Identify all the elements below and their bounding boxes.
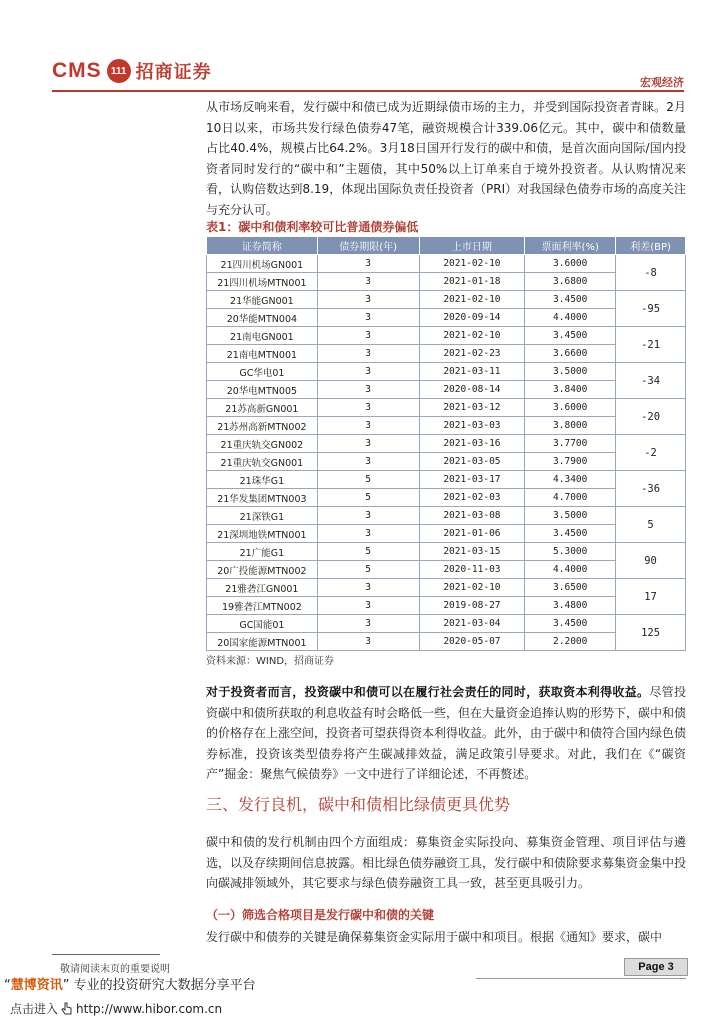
table-header-row bbox=[207, 237, 686, 255]
table-body bbox=[207, 255, 686, 651]
cell-listing-date: 2020-08-14 bbox=[419, 381, 525, 399]
company-logo bbox=[52, 58, 212, 84]
cell-coupon-rate: 3.4500 bbox=[525, 291, 616, 309]
table-row bbox=[207, 327, 686, 345]
logo-mark-icon: 111 bbox=[107, 59, 131, 83]
cell-spread: -8 bbox=[616, 255, 686, 291]
cell-bond-name: 21雅砻江GN001 bbox=[207, 579, 318, 597]
cell-listing-date: 2021-03-11 bbox=[419, 363, 525, 381]
cell-listing-date: 2020-11-03 bbox=[419, 561, 525, 579]
cell-listing-date: 2021-01-18 bbox=[419, 273, 525, 291]
watermark-prefix: 点击进入 bbox=[10, 1002, 59, 1016]
cell-spread: 125 bbox=[616, 615, 686, 651]
cell-coupon-rate: 4.3400 bbox=[525, 471, 616, 489]
cell-listing-date: 2021-03-05 bbox=[419, 453, 525, 471]
cell-coupon-rate: 2.2000 bbox=[525, 633, 616, 651]
cell-term: 3 bbox=[317, 417, 419, 435]
table-title: 表1：碳中和债利率较可比普通债券偏低 bbox=[206, 220, 419, 234]
cell-coupon-rate: 4.4000 bbox=[525, 309, 616, 327]
cell-listing-date: 2021-02-03 bbox=[419, 489, 525, 507]
table-row bbox=[207, 579, 686, 597]
logo-latin-text: CMS bbox=[52, 59, 102, 82]
cell-spread: -36 bbox=[616, 471, 686, 507]
watermark-line-1 bbox=[4, 974, 256, 993]
cell-bond-name: 20广投能源MTN002 bbox=[207, 561, 318, 579]
cell-term: 3 bbox=[317, 435, 419, 453]
cell-coupon-rate: 3.6000 bbox=[525, 399, 616, 417]
cell-bond-name: 21四川机场GN001 bbox=[207, 255, 318, 273]
cell-bond-name: 20国家能源MTN001 bbox=[207, 633, 318, 651]
cell-bond-name: 21华发集团MTN003 bbox=[207, 489, 318, 507]
header-spread: 利差(BP) bbox=[616, 237, 686, 255]
cell-term: 3 bbox=[317, 615, 419, 633]
cell-listing-date: 2021-02-10 bbox=[419, 291, 525, 309]
cell-bond-name: 20华电MTN005 bbox=[207, 381, 318, 399]
table-source: 资料来源：WIND，招商证券 bbox=[206, 656, 335, 667]
cell-listing-date: 2021-03-03 bbox=[419, 417, 525, 435]
investor-paragraph-body: 尽管投资碳中和债所获取的利息收益有时会略低一些，但在大量资金追捧认购的形势下，碳中和债的价格存在上涨空间，投资者可望获得资本利得收益。此外，由于碳中和债符合国内绿色债券标准，投资该类型债券将产生碳减排效益，满足政策引导要求。对此，我们在《“碳资产”掘金：聚焦气候债券》一文中进行了详细论述，不再赘述。 bbox=[206, 685, 687, 781]
cell-bond-name: 21深圳地铁MTN001 bbox=[207, 525, 318, 543]
table-row bbox=[207, 363, 686, 381]
header-bond-name: 证券简称 bbox=[207, 237, 318, 255]
table-row bbox=[207, 453, 686, 471]
table-row bbox=[207, 435, 686, 453]
section-label: 宏观经济 bbox=[640, 76, 684, 89]
watermark-quote-open: “ bbox=[4, 978, 11, 993]
cell-listing-date: 2021-03-12 bbox=[419, 399, 525, 417]
table-row bbox=[207, 417, 686, 435]
cell-term: 3 bbox=[317, 255, 419, 273]
cell-term: 3 bbox=[317, 309, 419, 327]
cell-coupon-rate: 3.8000 bbox=[525, 417, 616, 435]
cell-term: 3 bbox=[317, 399, 419, 417]
cell-coupon-rate: 3.5000 bbox=[525, 507, 616, 525]
cell-term: 3 bbox=[317, 633, 419, 651]
header-term: 债券期限(年) bbox=[317, 237, 419, 255]
cell-coupon-rate: 3.7700 bbox=[525, 435, 616, 453]
cell-spread: 90 bbox=[616, 543, 686, 579]
cell-coupon-rate: 3.7900 bbox=[525, 453, 616, 471]
table-row bbox=[207, 291, 686, 309]
header-coupon-rate: 票面利率(%) bbox=[525, 237, 616, 255]
cell-term: 5 bbox=[317, 489, 419, 507]
key-paragraph: 发行碳中和债券的关键是确保募集资金实际用于碳中和项目。根据《通知》要求，碳中 bbox=[206, 930, 663, 944]
cell-term: 3 bbox=[317, 579, 419, 597]
table-row bbox=[207, 381, 686, 399]
cell-listing-date: 2021-03-08 bbox=[419, 507, 525, 525]
bond-comparison-table bbox=[206, 236, 686, 651]
investor-paragraph bbox=[206, 682, 686, 785]
cell-bond-name: 19雅砻江MTN002 bbox=[207, 597, 318, 615]
table-row bbox=[207, 273, 686, 291]
mechanism-paragraph: 碳中和债的发行机制由四个方面组成：募集资金实际投向、募集资金管理、项目评估与遴选，以及存续期间信息披露。相比绿色债券融资工具，发行碳中和债除要求募集资金集中投向碳减排领域外，其它要求与绿色债券融资工具一致，甚至更具吸引力。 bbox=[206, 835, 687, 890]
cell-bond-name: 21重庆轨交GN002 bbox=[207, 435, 318, 453]
cell-term: 3 bbox=[317, 327, 419, 345]
cell-spread: -34 bbox=[616, 363, 686, 399]
page-bar bbox=[476, 978, 686, 979]
cell-listing-date: 2019-08-27 bbox=[419, 597, 525, 615]
cell-term: 3 bbox=[317, 291, 419, 309]
cell-bond-name: 21广能G1 bbox=[207, 543, 318, 561]
cell-bond-name: 21四川机场MTN001 bbox=[207, 273, 318, 291]
disclaimer-note: 敬请阅读末页的重要说明 bbox=[60, 964, 170, 975]
cell-bond-name: 21苏高新GN001 bbox=[207, 399, 318, 417]
cell-term: 5 bbox=[317, 561, 419, 579]
watermark-brand: 慧博资讯 bbox=[10, 978, 63, 993]
table-row bbox=[207, 399, 686, 417]
cell-listing-date: 2021-01-06 bbox=[419, 525, 525, 543]
cell-spread: -20 bbox=[616, 399, 686, 435]
cell-term: 3 bbox=[317, 453, 419, 471]
cell-coupon-rate: 3.6500 bbox=[525, 579, 616, 597]
table-row bbox=[207, 525, 686, 543]
cell-bond-name: 21华能GN001 bbox=[207, 291, 318, 309]
table-row bbox=[207, 255, 686, 273]
table-row bbox=[207, 543, 686, 561]
pointer-hand-icon bbox=[61, 1002, 73, 1016]
cell-spread: 17 bbox=[616, 579, 686, 615]
cell-bond-name: GC华电01 bbox=[207, 363, 318, 381]
cell-term: 3 bbox=[317, 597, 419, 615]
cell-bond-name: 21南电GN001 bbox=[207, 327, 318, 345]
cell-coupon-rate: 3.5000 bbox=[525, 363, 616, 381]
cell-listing-date: 2021-02-10 bbox=[419, 255, 525, 273]
cell-term: 3 bbox=[317, 525, 419, 543]
watermark-tagline: ” 专业的投资研究大数据分享平台 bbox=[62, 978, 256, 993]
cell-coupon-rate: 3.6800 bbox=[525, 273, 616, 291]
cell-term: 3 bbox=[317, 507, 419, 525]
cell-listing-date: 2021-03-16 bbox=[419, 435, 525, 453]
logo-chinese-text: 招商证券 bbox=[135, 62, 212, 83]
cell-listing-date: 2021-03-04 bbox=[419, 615, 525, 633]
table-row bbox=[207, 633, 686, 651]
cell-spread: -21 bbox=[616, 327, 686, 363]
cell-coupon-rate: 3.4500 bbox=[525, 525, 616, 543]
cell-coupon-rate: 5.3000 bbox=[525, 543, 616, 561]
cell-listing-date: 2021-03-17 bbox=[419, 471, 525, 489]
table-row bbox=[207, 489, 686, 507]
cell-spread: -2 bbox=[616, 435, 686, 471]
cell-listing-date: 2021-02-23 bbox=[419, 345, 525, 363]
cell-coupon-rate: 3.8400 bbox=[525, 381, 616, 399]
cell-term: 3 bbox=[317, 273, 419, 291]
cell-listing-date: 2021-02-10 bbox=[419, 579, 525, 597]
footer-divider bbox=[52, 954, 160, 955]
header-listing-date: 上市日期 bbox=[419, 237, 525, 255]
cell-spread: -95 bbox=[616, 291, 686, 327]
table-row bbox=[207, 561, 686, 579]
cell-bond-name: 21重庆轨交GN001 bbox=[207, 453, 318, 471]
cell-coupon-rate: 3.4500 bbox=[525, 327, 616, 345]
cell-listing-date: 2021-03-15 bbox=[419, 543, 525, 561]
intro-paragraph: 从市场反响来看，发行碳中和债已成为近期绿债市场的主力，并受到国际投资者青睐。2月10日以来，市场共发行绿色债券47笔，融资规模合计339.06亿元。其中，碳中和债数量占比40.4%，规模占比64.2%。3月18日国开行发行的碳中和债，是首次面向国际/国内投资者同时发行的“碳中和”主题债，其中50%以上订单来自于境外投资者。从认购情况来看，认购倍数达到8.19，体现出国际负责任投资者（PRI）对我国绿色债券市场的高度关注与充分认可。 bbox=[206, 100, 686, 217]
cell-listing-date: 2020-09-14 bbox=[419, 309, 525, 327]
cell-spread: 5 bbox=[616, 507, 686, 543]
section-heading: 三、发行良机，碳中和债相比绿债更具优势 bbox=[206, 795, 511, 814]
cell-coupon-rate: 3.6600 bbox=[525, 345, 616, 363]
cell-term: 5 bbox=[317, 471, 419, 489]
table-row bbox=[207, 615, 686, 633]
page-number: Page 3 bbox=[624, 958, 688, 976]
cell-bond-name: 21苏州高新MTN002 bbox=[207, 417, 318, 435]
cell-bond-name: 21南电MTN001 bbox=[207, 345, 318, 363]
table-row bbox=[207, 345, 686, 363]
table-row bbox=[207, 471, 686, 489]
cell-listing-date: 2021-02-10 bbox=[419, 327, 525, 345]
table-row bbox=[207, 597, 686, 615]
cell-term: 3 bbox=[317, 363, 419, 381]
subsection-heading: （一）筛选合格项目是发行碳中和债的关键 bbox=[206, 908, 435, 922]
header-divider bbox=[52, 90, 684, 92]
cell-bond-name: GC国能01 bbox=[207, 615, 318, 633]
investor-paragraph-lead: 对于投资者而言，投资碳中和债可以在履行社会责任的同时，获取资本利得收益。 bbox=[206, 685, 650, 699]
cell-coupon-rate: 4.4000 bbox=[525, 561, 616, 579]
table-row bbox=[207, 507, 686, 525]
cell-listing-date: 2020-05-07 bbox=[419, 633, 525, 651]
cell-coupon-rate: 4.7000 bbox=[525, 489, 616, 507]
cell-term: 3 bbox=[317, 345, 419, 363]
cell-bond-name: 21深铁G1 bbox=[207, 507, 318, 525]
cell-coupon-rate: 3.6000 bbox=[525, 255, 616, 273]
cell-term: 5 bbox=[317, 543, 419, 561]
watermark-url-link[interactable]: http://www.hibor.com.cn bbox=[76, 1001, 223, 1016]
cell-bond-name: 21珠华G1 bbox=[207, 471, 318, 489]
cell-coupon-rate: 3.4500 bbox=[525, 615, 616, 633]
table-row bbox=[207, 309, 686, 327]
cell-bond-name: 20华能MTN004 bbox=[207, 309, 318, 327]
cell-term: 3 bbox=[317, 381, 419, 399]
watermark-line-2[interactable] bbox=[10, 1000, 222, 1017]
cell-coupon-rate: 3.4800 bbox=[525, 597, 616, 615]
page-header bbox=[0, 0, 724, 100]
